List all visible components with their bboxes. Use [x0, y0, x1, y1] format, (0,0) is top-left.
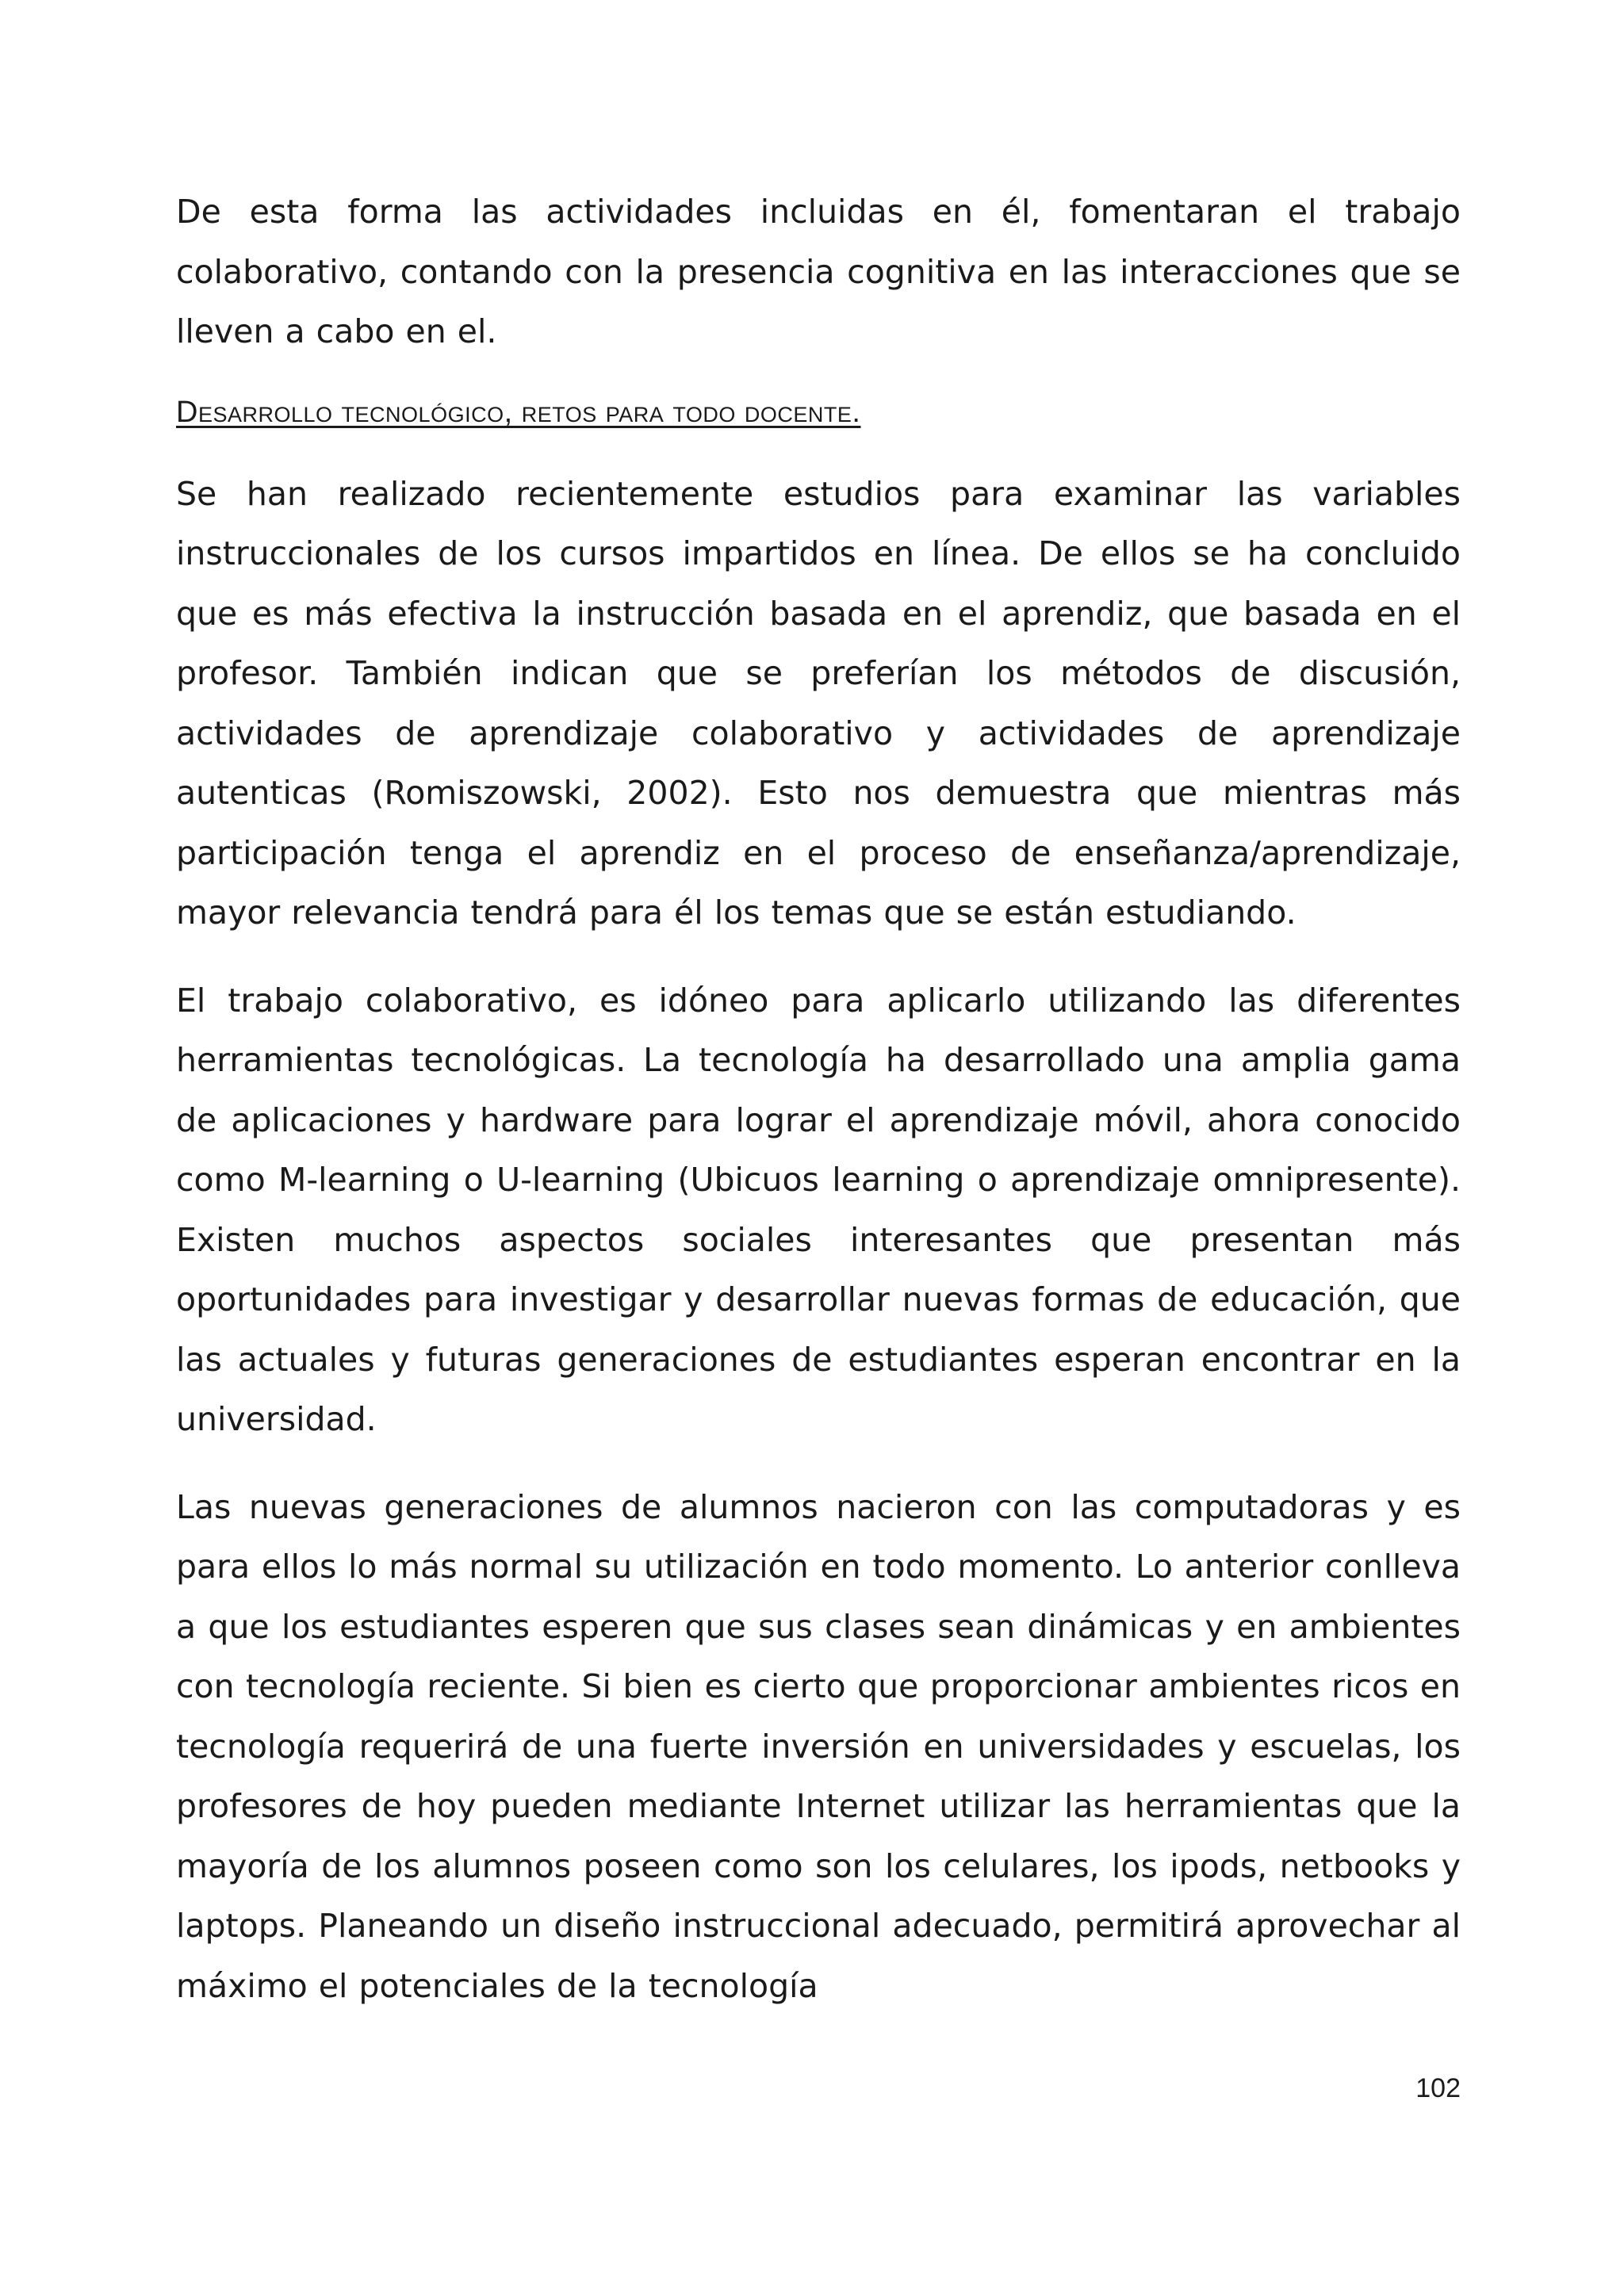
paragraph-4: Las nuevas generaciones de alumnos nacieron con las computadoras y es para ellos lo más normal su utilización en todo momento. Lo anterior conlleva a que los estudiantes esperen que sus clases sean dinámicas y en ambientes con tecnología reciente. Si bien es cierto que proporcionar ambientes ricos en tecnología requerirá de una fuerte inversión en universidades y escuelas, los profesores de hoy pueden mediante Internet utilizar las herramientas que la mayoría de los alumnos poseen como son los celulares, los ipods, netbooks y laptops. Planeando un diseño instruccional adecuado, permitirá aprovechar al máximo el potenciales de la tecnología: [176, 1487, 1461, 2005]
paragraph-3: El trabajo colaborativo, es idóneo para aplicarlo utilizando las diferentes herramientas tecnológicas. La tecnología ha desarrollado una amplia gama de aplicaciones y hardware para lograr el aprendizaje móvil, ahora conocido como M-learning o U-learning (Ubicuos learning o aprendizaje omnipresente). Existen muchos aspectos sociales interesantes que presentan más oportunidades para investigar y desarrollar nuevas formas de educación, que las actuales y futuras generaciones de estudiantes esperan encontrar en la universidad.: [176, 981, 1461, 1438]
paragraph-2: Se han realizado recientemente estudios para examinar las variables instruccionales de los cursos impartidos en línea. De ellos se ha concluido que es más efectiva la instrucción basada en el aprendiz, que basada en el profesor. También indican que se preferían los métodos de discusión, actividades de aprendizaje colaborativo y actividades de aprendizaje autenticas (Romiszowski, 2002). Esto nos demuestra que mientras más participación tenga el aprendiz en el proceso de enseñanza/aprendizaje, mayor relevancia tendrá para él los temas que se están estudiando.: [176, 474, 1461, 932]
document-body: [176, 182, 1461, 2016]
page-number: 102: [1415, 2073, 1461, 2103]
section-heading: Desarrollo tecnológico, retos para todo docente.: [176, 395, 861, 429]
paragraph-1: De esta forma las actividades incluidas en él, fomentaran el trabajo colaborativo, contando con la presencia cognitiva en las interacciones que se lleven a cabo en el.: [176, 193, 1461, 350]
